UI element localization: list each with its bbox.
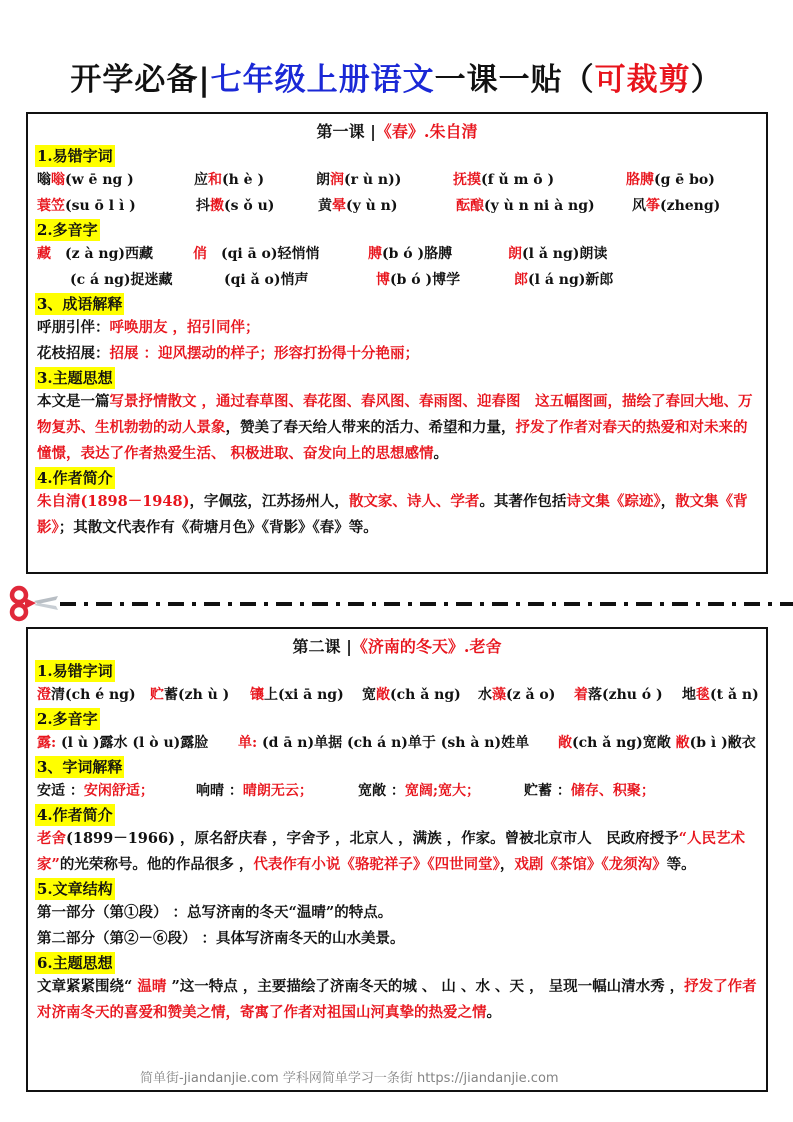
lesson-card-1 bbox=[26, 112, 768, 574]
word-item: 朗润(r ù n)) bbox=[316, 172, 402, 188]
word-item: 水藻(z ǎ o) bbox=[478, 687, 556, 703]
author-paragraph: 朱自清(1898－1948)，字佩弦，江苏扬州人，散文家、诗人、学者。其著作包括诗文集《踪迹》，散文集《背影》；其散文代表作有《荷塘月色》《背影》《春》等。 bbox=[37, 493, 748, 536]
word-row bbox=[28, 193, 766, 219]
idiom-item: 呼朋引伴：呼唤朋友 ，招引同伴； bbox=[37, 319, 260, 336]
dash-dot-line bbox=[60, 602, 793, 606]
section-heading: 2.多音字 bbox=[37, 221, 98, 239]
word-row bbox=[28, 167, 766, 193]
theme-paragraph: 文章紧紧围绕“ 温晴 ”这一特点 ，主要描绘了济南冬天的城 、 山 、水 、天 ， 呈现一幅山清水秀 ，抒发了作者对济南冬天的喜爱和赞美之情，寄寓了作者对祖国山河真挚的热爱之情。 bbox=[37, 978, 757, 1021]
lesson-heading: 第二课 |《济南的冬天》.老舍 bbox=[292, 637, 502, 656]
word-item: 着落(zhu ó ) bbox=[574, 687, 663, 703]
theme-paragraph: 本文是一篇写景抒情散文 ，通过春草图、春花图、春风图、春雨图、迎春图 这五幅图画，描绘了春回大地、万物复苏、生机勃勃的动人景象，赞美了春天给人带来的活力、希望和力量，抒发了作者对春天的热爱和对未来的憧憬，表达了作者热爱生活、 积极进取、奋发向上的思想感情。 bbox=[37, 393, 753, 462]
section-heading: 6.主题思想 bbox=[37, 954, 113, 972]
glossary-row: 安适 ：安闲舒适； 响晴 ：晴朗无云； 宽敞 ：宽阔;宽大； 贮蓄 ：储存、积聚； bbox=[37, 783, 655, 799]
word-item: 宽敞(ch ǎ ng) bbox=[362, 687, 461, 703]
word-item: 嗡嗡(w ē ng ) bbox=[37, 172, 134, 188]
word-item: 贮蓄(zh ù ) bbox=[150, 687, 230, 703]
section-heading: 1.易错字词 bbox=[37, 147, 113, 165]
section-heading: 4.作者简介 bbox=[37, 469, 113, 487]
word-item: 镶上(xi ā ng) bbox=[250, 687, 344, 703]
section-heading: 3.主题思想 bbox=[37, 369, 113, 387]
word-row bbox=[28, 682, 766, 708]
section-heading: 5.文章结构 bbox=[37, 880, 113, 898]
structure-line: 第二部分（第②－⑥段） ：具体写济南冬天的山水美景。 bbox=[37, 930, 405, 947]
word-item: 抚摸(f ǔ m ō ) bbox=[453, 172, 555, 188]
word-item: 蓑笠(su ō l ì ) bbox=[37, 198, 136, 214]
section-heading: 4.作者简介 bbox=[37, 806, 113, 824]
word-item: 抖擞(s ǒ u) bbox=[196, 198, 275, 214]
word-item: 应和(h è ) bbox=[194, 172, 265, 188]
idiom-item: 花枝招展：招展 ：迎风摆动的样子；形容打扮得十分艳丽； bbox=[37, 345, 420, 362]
polyphone-row: (c á ng)捉迷藏 (qi ǎ o)悄声 博(b ó )博学 郎(l á ng)新郎 bbox=[70, 272, 614, 288]
word-item: 酝酿(y ù n ni à ng) bbox=[456, 198, 595, 214]
lesson-heading: 第一课 |《春》.朱自清 bbox=[316, 122, 478, 141]
section-heading: 1.易错字词 bbox=[37, 662, 113, 680]
word-item: 风筝(zheng) bbox=[632, 198, 721, 214]
polyphone-row: 藏 (z à ng)西藏 俏 (qi ā o)轻悄悄 膊(b ó )胳膊 朗(l ǎ ng)朗读 bbox=[37, 246, 608, 262]
page-title: 开学必备|七年级上册语文一课一贴（可裁剪） bbox=[70, 62, 723, 98]
cut-line bbox=[0, 583, 793, 623]
lesson-card-2 bbox=[26, 627, 768, 1092]
watermark: 简单街-jiandanjie.com 学科网简单学习一条街 https://jiandanjie.com bbox=[140, 1071, 559, 1086]
polyphone-row: 露: (l ù )露水 (l ò u)露脸 单: (d ā n)单据 (ch á n)单于 (sh à n)姓单 敞(ch ǎ ng)宽敞 敝(b ì )敝衣 bbox=[37, 735, 756, 751]
author-paragraph: 老舍(1899－1966) ，原名舒庆春 ，字舍予 ，北京人 ，满族 ，作家。曾被北京市人 民政府授予“人民艺术家”的光荣称号。他的作品很多 ，代表作有小说《骆驼祥子》《四世同堂》，戏剧《茶馆》《龙须沟》等。 bbox=[37, 830, 746, 873]
word-item: 澄清(ch é ng) bbox=[37, 687, 136, 703]
structure-line: 第一部分（第①段） ：总写济南的冬天“温晴”的特点。 bbox=[37, 904, 393, 921]
section-heading: 3、成语解释 bbox=[37, 295, 123, 313]
scissors-icon bbox=[6, 583, 66, 623]
word-item: 黄晕(y ù n) bbox=[318, 198, 398, 214]
word-item: 胳膊(g ē bo) bbox=[626, 172, 715, 188]
word-item: 地毯(t ǎ n) bbox=[682, 687, 759, 703]
section-heading: 3、字词解释 bbox=[37, 758, 123, 776]
section-heading: 2.多音字 bbox=[37, 710, 98, 728]
